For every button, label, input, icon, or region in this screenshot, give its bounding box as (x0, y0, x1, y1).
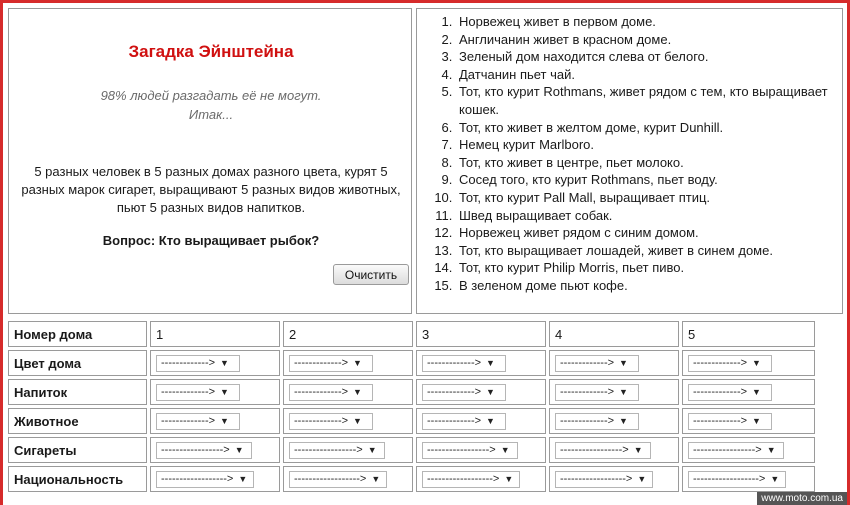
clear-button[interactable]: Очистить (333, 264, 409, 285)
dropdown-arrow-icon: ▼ (752, 358, 761, 368)
puzzle-description: 5 разных человек в 5 разных домах разного цвета, курят 5 разных марок сигарет, выращивают 5 разных видов животных, пьют 5 разных видов напитков. (21, 164, 401, 215)
cigarettes-select[interactable]: -----------------> ▼ (555, 442, 651, 459)
grid-row-animal (8, 408, 815, 434)
dropdown-arrow-icon: ▼ (486, 387, 495, 397)
row-label: Сигареты (8, 437, 147, 463)
dropdown-arrow-icon: ▼ (619, 387, 628, 397)
puzzle-question: Вопрос: Кто выращивает рыбок? (102, 233, 320, 248)
grid-row-drink (8, 379, 815, 405)
rule-item: 5. Тот, кто курит Rothmans, живет рядом с тем, кто выращивает кошек. (456, 83, 836, 118)
dropdown-arrow-icon: ▼ (504, 474, 514, 484)
color-select[interactable]: -------------> ▼ (688, 355, 772, 372)
rule-item: 13. Тот, кто выращивает лошадей, живет в синем доме. (456, 242, 836, 260)
dropdown-arrow-icon: ▼ (637, 474, 647, 484)
color-select[interactable]: -------------> ▼ (555, 355, 639, 372)
dropdown-arrow-icon: ▼ (486, 358, 495, 368)
dropdown-arrow-icon: ▼ (353, 416, 362, 426)
house-number: 2 (283, 321, 413, 347)
cigarettes-select[interactable]: -----------------> ▼ (688, 442, 784, 459)
rule-item: 1. Норвежец живет в первом доме. (456, 13, 836, 31)
dropdown-arrow-icon: ▼ (486, 416, 495, 426)
house-number: 4 (549, 321, 679, 347)
grid-header-label: Номер дома (8, 321, 147, 347)
dropdown-arrow-icon: ▼ (766, 445, 776, 455)
drink-select[interactable]: -------------> ▼ (156, 384, 240, 401)
dropdown-arrow-icon: ▼ (752, 416, 761, 426)
drink-select[interactable]: -------------> ▼ (422, 384, 506, 401)
grid-header-row (8, 321, 815, 347)
puzzle-intro (8, 8, 412, 314)
rule-item: 4. Датчанин пьет чай. (456, 66, 836, 84)
color-select[interactable]: -------------> ▼ (156, 355, 240, 372)
nationality-select[interactable]: ------------------> ▼ (422, 471, 520, 488)
dropdown-arrow-icon: ▼ (234, 445, 244, 455)
animal-select[interactable]: -------------> ▼ (422, 413, 506, 430)
rule-item: 15. В зеленом доме пьют кофе. (456, 277, 836, 295)
solution-grid (5, 318, 818, 495)
dropdown-arrow-icon: ▼ (633, 445, 643, 455)
dropdown-arrow-icon: ▼ (500, 445, 510, 455)
nationality-select[interactable]: ------------------> ▼ (555, 471, 653, 488)
rule-item: 9. Сосед того, кто курит Rothmans, пьет воду. (456, 171, 836, 189)
house-number: 5 (682, 321, 815, 347)
nationality-select[interactable]: ------------------> ▼ (156, 471, 254, 488)
rule-item: 10. Тот, кто курит Pall Mall, выращивает птиц. (456, 189, 836, 207)
puzzle-header (8, 8, 843, 316)
dropdown-arrow-icon: ▼ (238, 474, 248, 484)
dropdown-arrow-icon: ▼ (619, 416, 628, 426)
rule-item: 7. Немец курит Marlboro. (456, 136, 836, 154)
dropdown-arrow-icon: ▼ (752, 387, 761, 397)
row-label: Напиток (8, 379, 147, 405)
drink-select[interactable]: -------------> ▼ (688, 384, 772, 401)
puzzle-subtitle: 98% людей разгадать её не могут. (100, 88, 322, 103)
rule-item: 14. Тот, кто курит Philip Morris, пьет пиво. (456, 259, 836, 277)
rule-item: 11. Швед выращивает собак. (456, 207, 836, 225)
cigarettes-select[interactable]: -----------------> ▼ (422, 442, 518, 459)
cigarettes-select[interactable]: -----------------> ▼ (289, 442, 385, 459)
dropdown-arrow-icon: ▼ (220, 416, 229, 426)
dropdown-arrow-icon: ▼ (220, 387, 229, 397)
dropdown-arrow-icon: ▼ (619, 358, 628, 368)
puzzle-subtitle-2: Итак... (188, 107, 234, 122)
cigarettes-select[interactable]: -----------------> ▼ (156, 442, 252, 459)
rules-panel (416, 8, 843, 314)
dropdown-arrow-icon: ▼ (770, 474, 780, 484)
rule-item: 3. Зеленый дом находится слева от белого. (456, 48, 836, 66)
row-label: Национальность (8, 466, 147, 492)
site-watermark: www.moto.com.ua (757, 492, 847, 505)
nationality-select[interactable]: ------------------> ▼ (289, 471, 387, 488)
drink-select[interactable]: -------------> ▼ (555, 384, 639, 401)
row-label: Животное (8, 408, 147, 434)
color-select[interactable]: -------------> ▼ (289, 355, 373, 372)
animal-select[interactable]: -------------> ▼ (688, 413, 772, 430)
animal-select[interactable]: -------------> ▼ (289, 413, 373, 430)
rule-item: 12. Норвежец живет рядом с синим домом. (456, 224, 836, 242)
row-label: Цвет дома (8, 350, 147, 376)
grid-row-cigarettes (8, 437, 815, 463)
house-number: 1 (150, 321, 280, 347)
color-select[interactable]: -------------> ▼ (422, 355, 506, 372)
animal-select[interactable]: -------------> ▼ (555, 413, 639, 430)
dropdown-arrow-icon: ▼ (353, 358, 362, 368)
nationality-select[interactable]: ------------------> ▼ (688, 471, 786, 488)
drink-select[interactable]: -------------> ▼ (289, 384, 373, 401)
house-number: 3 (416, 321, 546, 347)
rule-item: 8. Тот, кто живет в центре, пьет молоко. (456, 154, 836, 172)
puzzle-title: Загадка Эйнштейна (128, 42, 294, 61)
grid-row-nationality (8, 466, 815, 492)
rule-item: 6. Тот, кто живет в желтом доме, курит Dunhill. (456, 119, 836, 137)
rules-list (417, 13, 844, 295)
dropdown-arrow-icon: ▼ (371, 474, 381, 484)
dropdown-arrow-icon: ▼ (220, 358, 229, 368)
animal-select[interactable]: -------------> ▼ (156, 413, 240, 430)
dropdown-arrow-icon: ▼ (367, 445, 377, 455)
dropdown-arrow-icon: ▼ (353, 387, 362, 397)
grid-row-color (8, 350, 815, 376)
rule-item: 2. Англичанин живет в красном доме. (456, 31, 836, 49)
